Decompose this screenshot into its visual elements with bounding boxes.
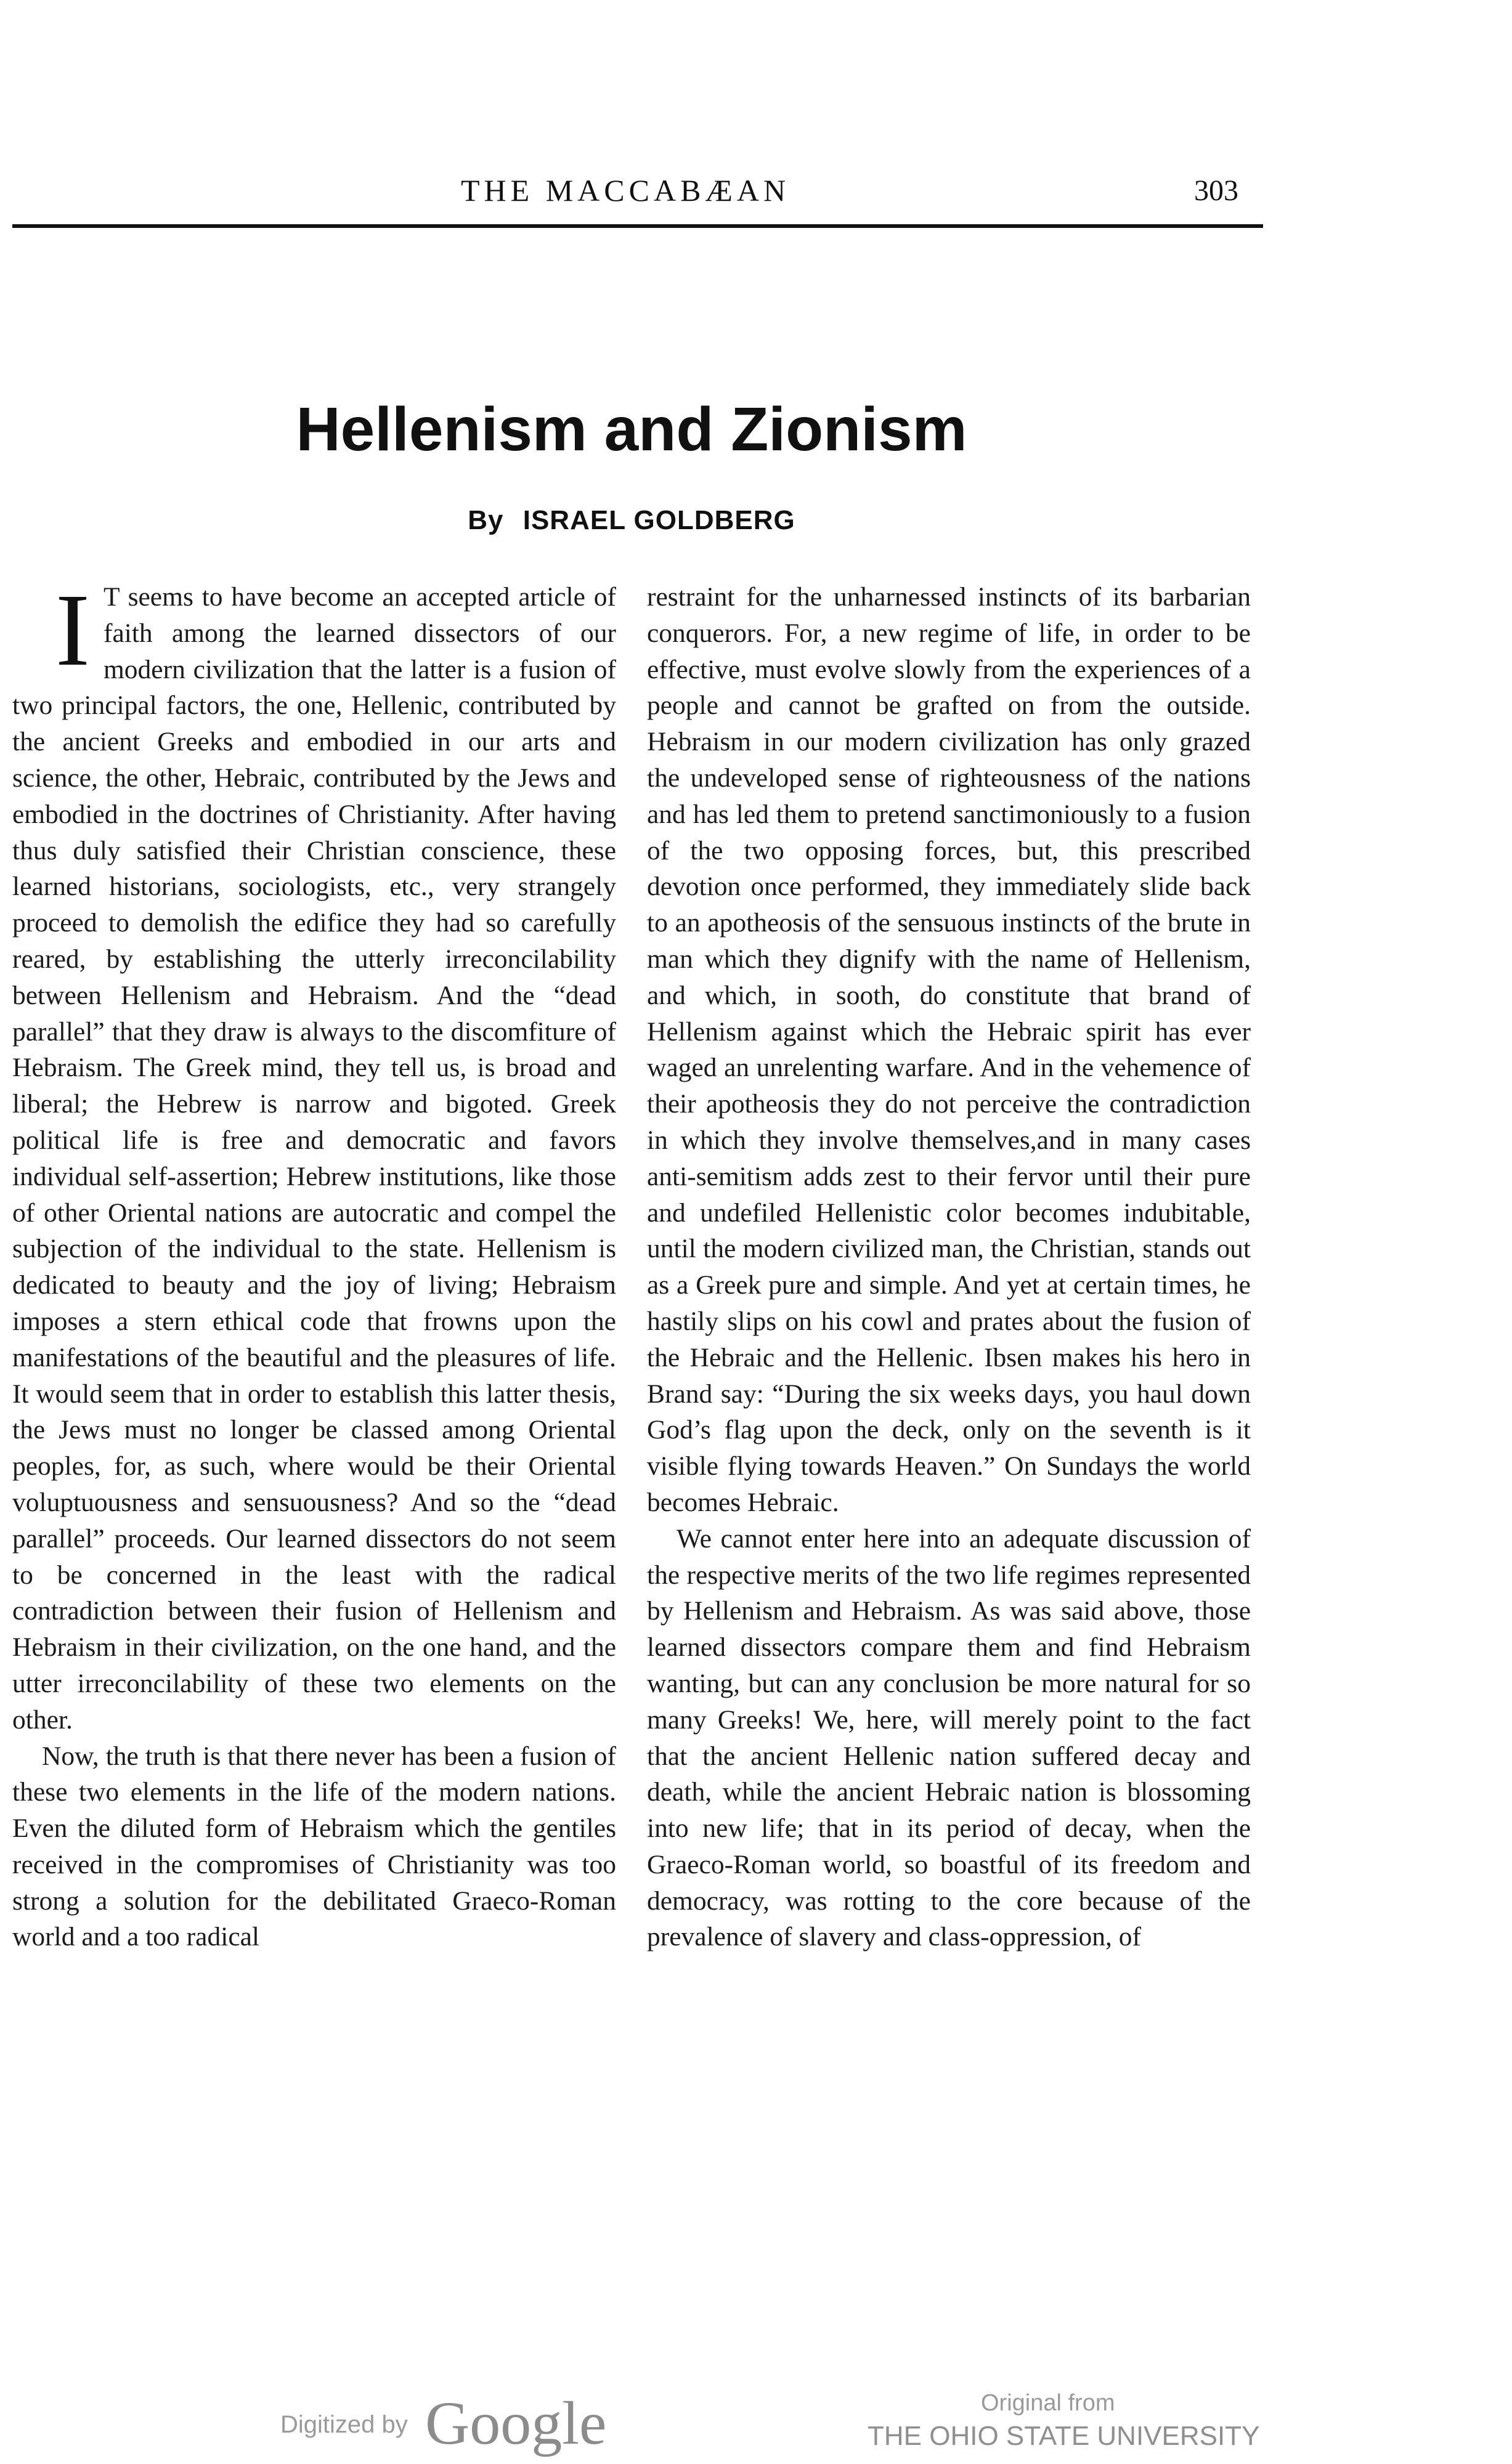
university-label: THE OHIO STATE UNIVERSITY (868, 2421, 1260, 2451)
right-column (647, 579, 1251, 1955)
digitized-by-label: Digitized by (280, 2411, 408, 2438)
byline-prefix: By (468, 505, 504, 535)
header-rule (12, 224, 1263, 228)
paragraph-4: We cannot enter here into an adequate discussion of the respective merits of the two life regimes represented by Hellenism and Hebraism. As was said above, those learned dissectors compare them and find Hebraism wanting, but can any conclusion be more natural for so many Greeks! We, here, will merely point to the fact that the ancient Hellenic nation suffered decay and death, while the ancient Hebraic nation is blossoming into new life; that in its period of decay, when the Graeco-Roman world, so boastful of its freedom and democracy, was rotting to the core because of the prevalence of slavery and class-oppression, of (647, 1523, 1251, 1952)
page-header (0, 172, 1512, 222)
left-column (12, 573, 616, 1955)
digitization-footer (0, 2378, 1512, 2457)
original-from-label: Original from (981, 2390, 1115, 2416)
paragraph-3: restraint for the unharnessed instincts of its barbarian conquerors. For, a new regime of life, in order to be effective, must evolve slowly from the experiences of a people and cannot be grafted on from the outside. Hebraism in our modern civilization has only grazed the undeveloped sense of righteousness of the nations and has led them to pretend sanctimoniously to a fusion of the two opposing forces, but, this prescribed devotion once performed, they immediately slide back to an apotheosis of the sensuous instincts of the brute in man which they dignify with the name of Hellenism, and which, in sooth, do constitute that brand of Hellenism against which the Hebraic spirit has ever waged an unrelenting warfare. And in the vehemence of their apotheosis they do not perceive the contradiction in which they involve themselves,and in many cases anti-semitism adds zest to their fervor until their pure and undefiled Hellenistic color becomes indubitable, until the modern civilized man, the Christian, stands out as a Greek pure and simple. And yet at certain times, he hastily slips on his cowl and prates about the fusion of the Hebraic and the Hellenic. Ibsen makes his hero in Brand say: “During the six weeks days, you haul down God’s flag upon the deck, only on the seventh is it visible flying towards Heaven.” On Sundays the world becomes Hebraic. (647, 582, 1251, 1517)
paragraph-2: Now, the truth is that there never has been a fusion of these two elements in the life of the modern nations. Even the diluted form of Hebraism which the gentiles received in the compromises of Christianity was too strong a solution for the debilitated Graeco-Roman world and a too radical (12, 1741, 616, 1952)
byline (0, 505, 1263, 536)
drop-cap: I (55, 573, 90, 687)
article-title: Hellenism and Zionism (296, 395, 967, 464)
page-number: 303 (1194, 174, 1238, 207)
google-logo: Google (425, 2389, 607, 2457)
paragraph-1-text: T seems to have become an accepted article of faith among the learned dissectors of our modern civilization that the latter is a fusion of two principal factors, the one, Hellenic, contributed by the ancient Greeks and embodied in our arts and science, the other, Hebraic, contributed by the Jews and embodied in the doctrines of Christianity. After having thus duly satisfied their Christian conscience, these learned historians, sociologists, etc., very strangely proceed to demolish the edifice they had so carefully reared, by establishing the utterly irreconcilability between Hellenism and Hebraism. And the “dead parallel” that they draw is always to the discomfiture of Hebraism. The Greek mind, they tell us, is broad and liberal; the Hebrew is narrow and bigoted. Greek political life is free and democratic and favors individual self-assertion; Hebrew institutions, like those of other Oriental nations are autocratic and compel the subjection of the individual to the state. Hellenism is dedicated to beauty and the joy of living; Hebraism imposes a stern ethical code that frowns upon the manifestations of the beautiful and the pleasures of life. It would seem that in order to establish this latter thesis, the Jews must no longer be classed among Oriental peoples, for, as such, where would be their Oriental voluptuousness and sensuousness? And so the “dead parallel” proceeds. Our learned dissectors do not seem to be concerned in the least with the radical contradiction between their fusion of Hellenism and Hebraism in their civilization, on the one hand, and the utter irreconcilability of these two elements on the other. (12, 582, 616, 1735)
paragraph-1 (12, 573, 616, 1738)
author-name: ISRAEL GOLDBERG (522, 505, 795, 535)
running-head: THE MACCABÆAN (461, 173, 791, 208)
